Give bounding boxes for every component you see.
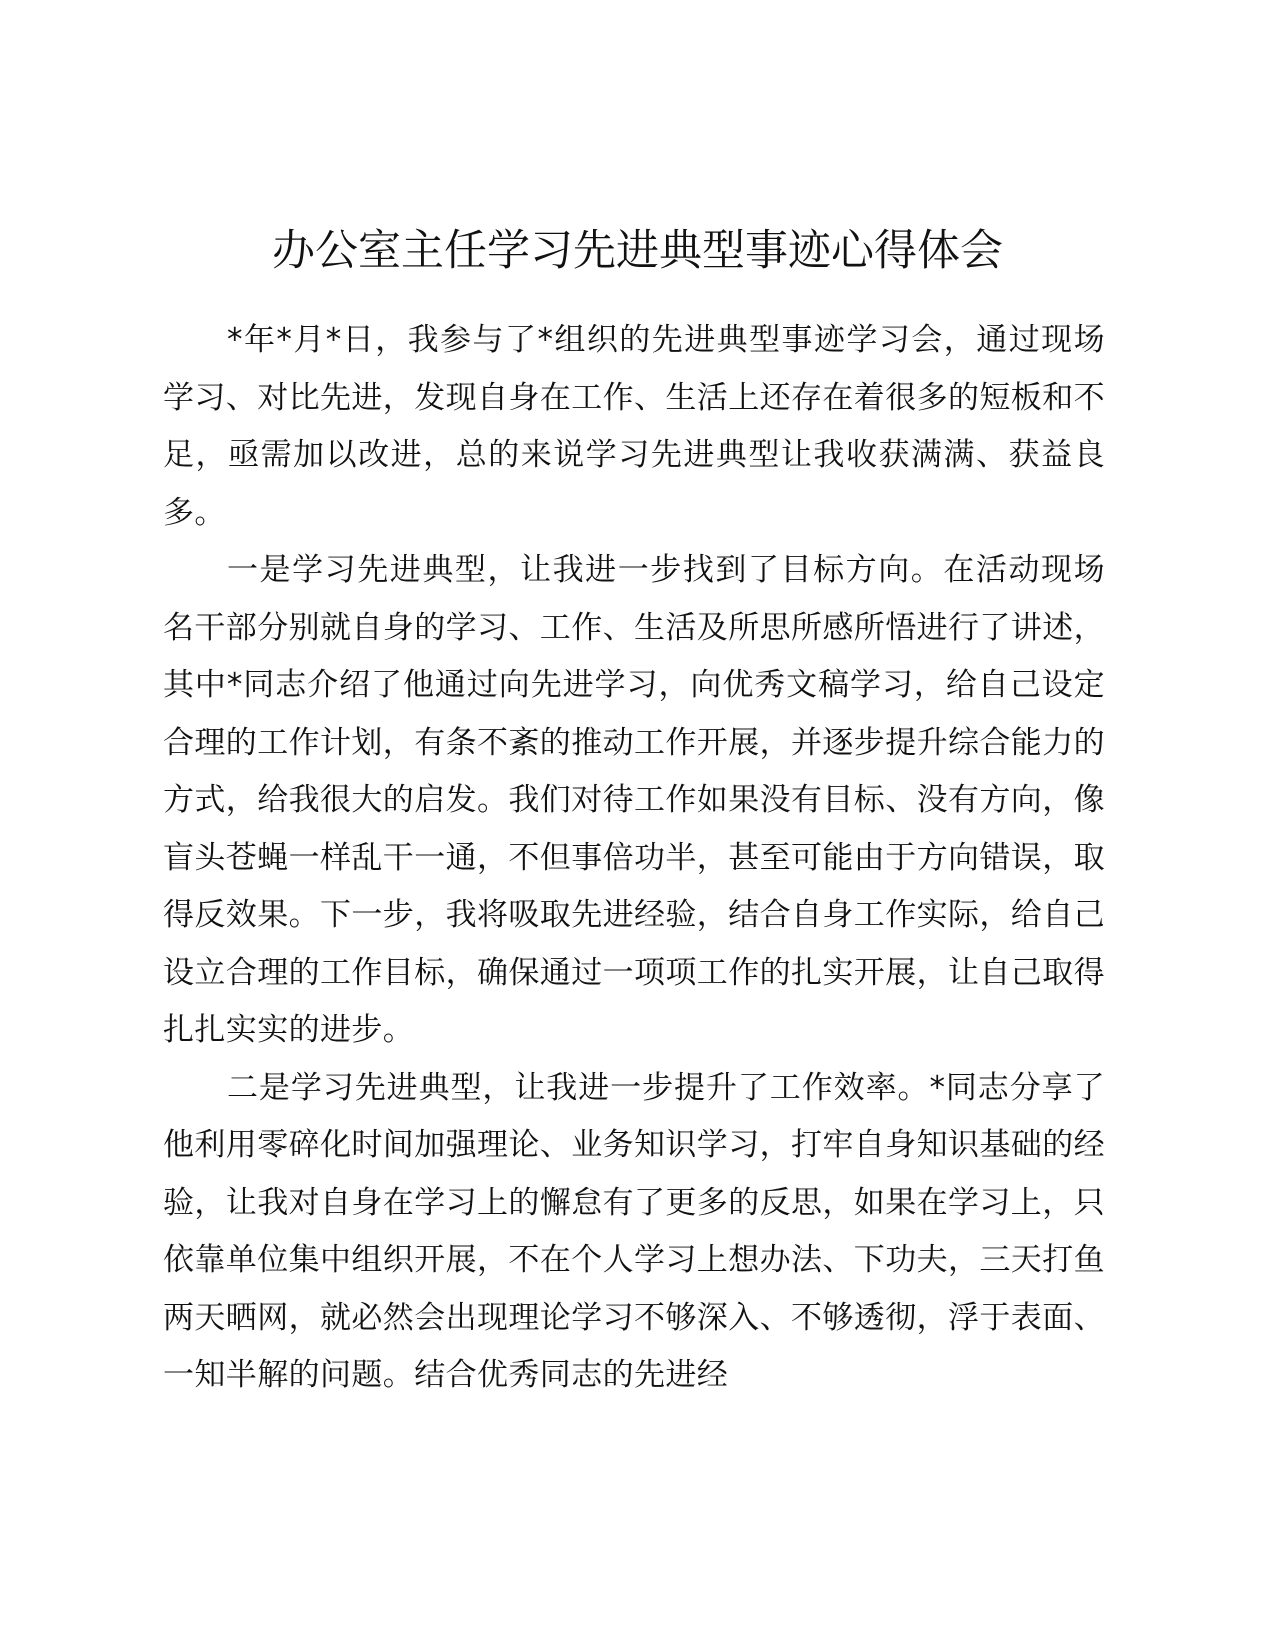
document-title: 办公室主任学习先进典型事迹心得体会	[272, 226, 1003, 276]
document-body	[163, 312, 1105, 1405]
paragraph-intro: *年*月*日，我参与了*组织的先进典型事迹学习会，通过现场学习、对比先进，发现自身在工作、生活上还存在着很多的短板和不足，亟需加以改进，总的来说学习先进典型让我收获满满、获益良多。	[163, 322, 1105, 531]
paragraph-point-two: 二是学习先进典型，让我进一步提升了工作效率。*同志分享了他利用零碎化时间加强理论、业务知识学习，打牢自身知识基础的经验，让我对自身在学习上的懈怠有了更多的反思，如果在学习上，只依靠单位集中组织开展，不在个人学习上想办法、下功夫，三天打鱼两天晒网，就必然会出现理论学习不够深入、不够透彻，浮于表面、一知半解的问题。结合优秀同志的先进经	[163, 1069, 1105, 1393]
paragraph-point-one: 一是学习先进典型，让我进一步找到了目标方向。在活动现场名干部分别就自身的学习、工作、生活及所思所感所悟进行了讲述，其中*同志介绍了他通过向先进学习，向优秀文稿学习，给自己设定合理的工作计划，有条不紊的推动工作开展，并逐步提升综合能力的方式，给我很大的启发。我们对待工作如果没有目标、没有方向，像盲头苍蝇一样乱干一通，不但事倍功半，甚至可能由于方向错误，取得反效果。下一步，我将吸取先进经验，结合自身工作实际，给自己设立合理的工作目标，确保通过一项项工作的扎实开展，让自己取得扎扎实实的进步。	[163, 552, 1105, 1048]
